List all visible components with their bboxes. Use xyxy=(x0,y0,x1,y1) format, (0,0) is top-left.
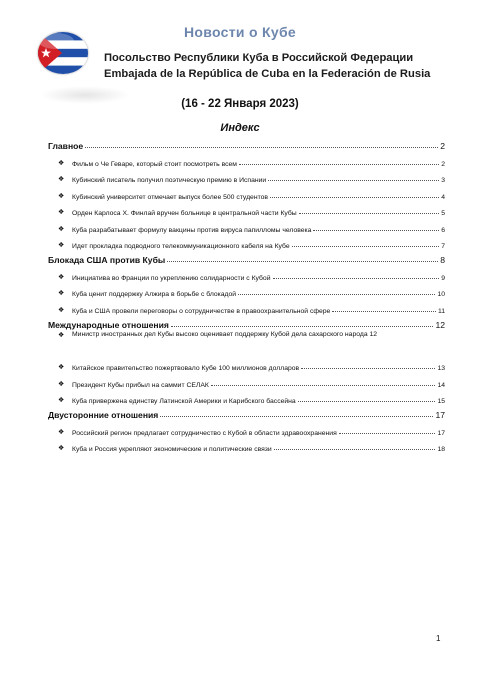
toc-item[interactable] xyxy=(48,389,445,406)
toc-leader-dots xyxy=(274,449,436,450)
toc-section-bilateral[interactable] xyxy=(48,405,445,420)
diamond-bullet-icon: ❖ xyxy=(58,209,65,216)
toc-item-title: Куба разрабатывает формулу вакцины против вируса папилломы человека xyxy=(72,226,312,234)
toc-page-number: 7 xyxy=(441,243,445,250)
toc-item-title: Идет прокладка подводного телекоммуникационного кабеля на Кубе xyxy=(72,243,290,250)
diamond-bullet-icon: ❖ xyxy=(58,397,65,404)
toc-leader-dots xyxy=(270,197,439,198)
toc-page-number: 2 xyxy=(440,141,445,151)
toc-page-number: 2 xyxy=(441,160,445,168)
toc-item-title: Куба и США провели переговоры о сотрудничестве в правоохранительной сфере xyxy=(72,307,331,315)
toc-leader-dots xyxy=(239,164,439,165)
diamond-bullet-icon: ❖ xyxy=(58,380,65,388)
toc-section-title: Двусторонние отношения xyxy=(48,410,159,420)
page-number: 1 xyxy=(436,634,441,643)
embassy-name-ru: Посольство Республики Куба в Российской Федерации xyxy=(104,52,414,64)
diamond-bullet-icon: ❖ xyxy=(58,290,65,297)
toc-page-number: 12 xyxy=(435,319,445,330)
toc-item[interactable] xyxy=(48,265,445,282)
toc-page-number: 9 xyxy=(441,274,445,282)
diamond-bullet-icon: ❖ xyxy=(58,225,65,233)
toc-page-number: 17 xyxy=(437,429,445,437)
toc-leader-dots xyxy=(299,213,440,214)
toc-section-title: Блокада США против Кубы xyxy=(48,255,166,265)
toc-leader-dots xyxy=(85,147,438,148)
toc-item-title: Кубинский писатель получил поэтическую премию в Испании xyxy=(72,177,267,184)
toc-item[interactable] xyxy=(48,298,445,315)
diamond-bullet-icon: ❖ xyxy=(58,306,65,314)
toc-page-number: 11 xyxy=(437,307,445,315)
toc-item-title: Куба и Россия укрепляют экономические и политические связи xyxy=(72,446,272,453)
toc-section-title: Главное xyxy=(48,141,84,151)
diamond-bullet-icon: ❖ xyxy=(58,176,65,183)
index-heading: Индекс xyxy=(220,122,260,134)
toc-item-title: Кубинский университет отмечает выпуск более 500 студентов xyxy=(72,193,269,201)
toc-leader-dots xyxy=(332,311,436,312)
toc-item[interactable] xyxy=(48,217,445,234)
toc-item-title: Инициатива во Франции по укреплению солидарности с Кубой xyxy=(72,274,271,282)
toc-leader-dots xyxy=(171,326,434,327)
toc-item[interactable] xyxy=(48,184,445,201)
toc-leader-dots xyxy=(301,368,435,369)
diamond-bullet-icon: ❖ xyxy=(58,242,65,249)
toc-page-number: 5 xyxy=(441,210,445,217)
toc-leader-dots xyxy=(339,433,436,434)
toc-leader-dots xyxy=(160,416,433,417)
toc-item[interactable] xyxy=(48,234,445,251)
toc-page-number: 8 xyxy=(440,255,445,265)
toc-item-title: Куба привержена единству Латинской Америки и Карибского бассейна xyxy=(72,398,296,405)
toc-section-international[interactable] xyxy=(48,315,445,330)
diamond-bullet-icon: ❖ xyxy=(58,428,65,436)
toc-section-main[interactable] xyxy=(48,136,445,151)
diamond-bullet-icon: ❖ xyxy=(58,273,65,281)
toc-item[interactable] xyxy=(48,437,445,454)
diamond-bullet-icon: ❖ xyxy=(58,445,65,452)
date-range: (16 - 22 Января 2023) xyxy=(181,98,299,110)
toc-page-number: 4 xyxy=(441,193,445,201)
toc-item-title: Министр иностранных дел Кубы высоко оценивает поддержку Кубой дела сахарского народа 12 xyxy=(72,330,378,338)
toc-item[interactable] xyxy=(48,356,445,373)
toc-item-title: Китайское правительство пожертвовало Кубе 100 миллионов долларов xyxy=(72,365,300,372)
toc-leader-dots xyxy=(273,278,440,279)
toc-item-title: Российский регион предлагает сотрудничество с Кубой в области здравоохранения xyxy=(72,429,337,437)
newsletter-title: Новости о Кубе xyxy=(184,24,296,40)
toc-item[interactable] xyxy=(48,330,445,356)
table-of-contents xyxy=(48,136,445,453)
toc-page-number: 17 xyxy=(435,410,445,420)
toc-item[interactable] xyxy=(48,151,445,168)
toc-page-number: 14 xyxy=(437,381,445,389)
toc-page-number: 6 xyxy=(441,226,445,234)
toc-leader-dots xyxy=(292,246,440,247)
toc-item-title: Орден Карлоса Х. Финлай вручен больнице в центральной части Кубы xyxy=(72,210,297,217)
toc-section-blockade[interactable] xyxy=(48,250,445,265)
toc-page-number: 10 xyxy=(437,291,445,298)
toc-page-number: 3 xyxy=(441,177,445,184)
embassy-name-es: Embajada de la República de Cuba en la Federación de Rusia xyxy=(104,68,431,80)
toc-item-title: Президент Кубы прибыл на саммит СЕЛАК xyxy=(72,381,209,389)
toc-item-title: Куба ценит поддержку Алжира в борьбе с блокадой xyxy=(72,291,237,298)
toc-item-title: Фильм о Че Геваре, который стоит посмотреть всем xyxy=(72,160,237,168)
toc-item[interactable] xyxy=(48,201,445,218)
toc-leader-dots xyxy=(313,230,439,231)
toc-section-title: Международные отношения xyxy=(48,319,169,330)
toc-page-number: 15 xyxy=(437,398,445,405)
toc-leader-dots xyxy=(167,261,438,262)
toc-leader-dots xyxy=(268,180,439,181)
diamond-bullet-icon: ❖ xyxy=(58,331,65,339)
toc-item[interactable] xyxy=(48,372,445,389)
toc-leader-dots xyxy=(298,401,436,402)
toc-item[interactable] xyxy=(48,168,445,185)
toc-page-number: 18 xyxy=(437,446,445,453)
toc-leader-dots xyxy=(211,385,436,386)
toc-item[interactable] xyxy=(48,420,445,437)
diamond-bullet-icon: ❖ xyxy=(58,364,65,371)
diamond-bullet-icon: ❖ xyxy=(58,159,65,167)
toc-leader-dots xyxy=(238,294,435,295)
toc-item[interactable] xyxy=(48,282,445,299)
diamond-bullet-icon: ❖ xyxy=(58,192,65,200)
toc-page-number: 13 xyxy=(437,365,445,372)
